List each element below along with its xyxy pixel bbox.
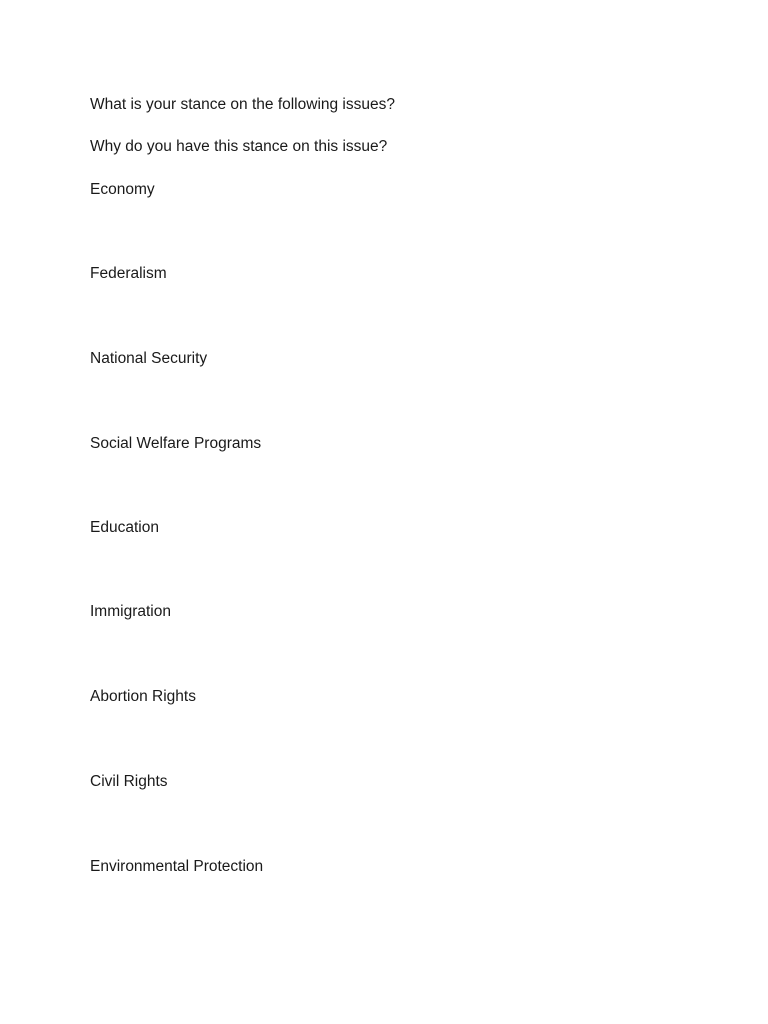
- question-stance: What is your stance on the following issues?: [90, 96, 395, 113]
- issue-education: Education: [90, 519, 159, 536]
- issue-immigration: Immigration: [90, 603, 171, 620]
- issue-social-welfare-programs: Social Welfare Programs: [90, 435, 262, 452]
- issue-abortion-rights: Abortion Rights: [90, 688, 196, 705]
- question-why: Why do you have this stance on this issue?: [90, 138, 388, 155]
- issue-national-security: National Security: [90, 350, 208, 367]
- issue-federalism: Federalism: [90, 265, 167, 282]
- issue-environmental-protection: Environmental Protection: [90, 858, 264, 875]
- issue-civil-rights: Civil Rights: [90, 773, 168, 790]
- issue-economy: Economy: [90, 181, 155, 198]
